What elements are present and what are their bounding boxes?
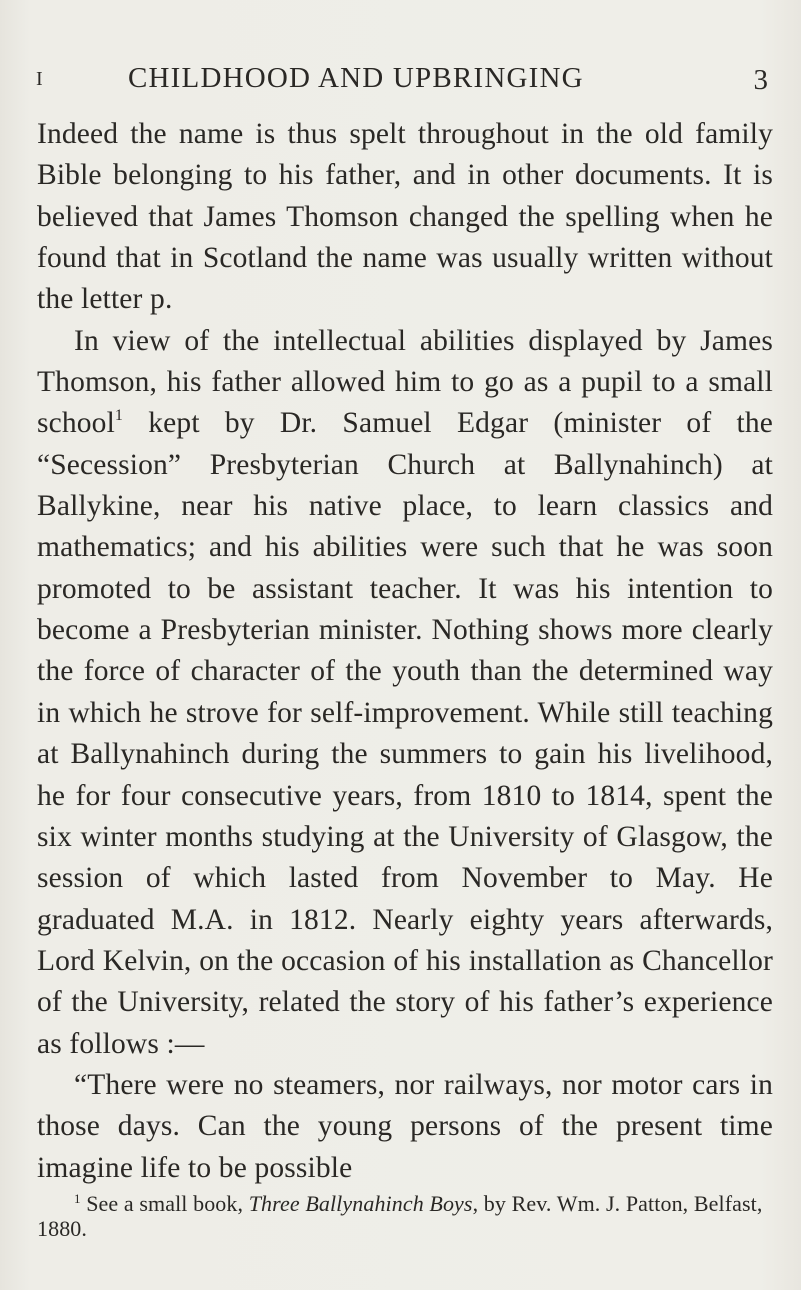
paragraph-1: Indeed the name is thus spelt throughout in the old family Bible belonging to his father, and in other documents. It is believed that James Thomson changed the spelling when he found that in Scotland the name was usually written without the letter p. [37, 118, 773, 316]
page-header [36, 62, 776, 102]
footnote-text-part-1: See a small book, [80, 1191, 249, 1216]
page-number: 3 [753, 64, 768, 96]
paragraph-2-part-2: kept by Dr. Samuel Edgar (minister of the “Secession” Presbyterian Church at Ballynahinch) at Ballykine, near his native place, to learn classics and mathematics; and his abilities were such that he was soon promoted to be assistant teacher. It was his intention to become a Presbyterian minister. Nothing shows more clearly the force of character of the youth than the determined way in which he strove for self-improvement. While still teaching at Ballynahinch during the summers to gain his livelihood, he for four consecutive years, from 1810 to 1814, spent the six winter months studying at the University of Glasgow, the session of which lasted from November to May. He graduated M.A. in 1812. Nearly eighty years afterwards, Lord Kelvin, on the occasion of his installation as Chancellor of the University, related the story of his father’s experience as follows :— [37, 407, 773, 1060]
signature-mark: I [36, 68, 43, 90]
footnote-number: 1 [74, 1191, 81, 1206]
body-text [37, 114, 773, 1189]
running-head: CHILDHOOD AND UPBRINGING [128, 62, 584, 94]
footnote-text-part-2: , by Rev. Wm. J. Patton, Belfast, 1880. [37, 1191, 763, 1241]
footnote-book-title: Three Ballynahinch Boys [248, 1191, 473, 1216]
footnote-reference: 1 [114, 407, 124, 425]
footnote-text [37, 1191, 773, 1241]
footnote [37, 1191, 773, 1241]
paragraph-2-part-1: In view of the intellectual abilities displayed by James Thomson, his father allowed him to go as a pupil to a small school [37, 324, 773, 440]
paragraph-3: “There were no steamers, nor railways, nor motor cars in those days. Can the young persons of the present time imagine life to be possible [37, 1068, 773, 1184]
paragraph-2 [37, 321, 773, 1065]
